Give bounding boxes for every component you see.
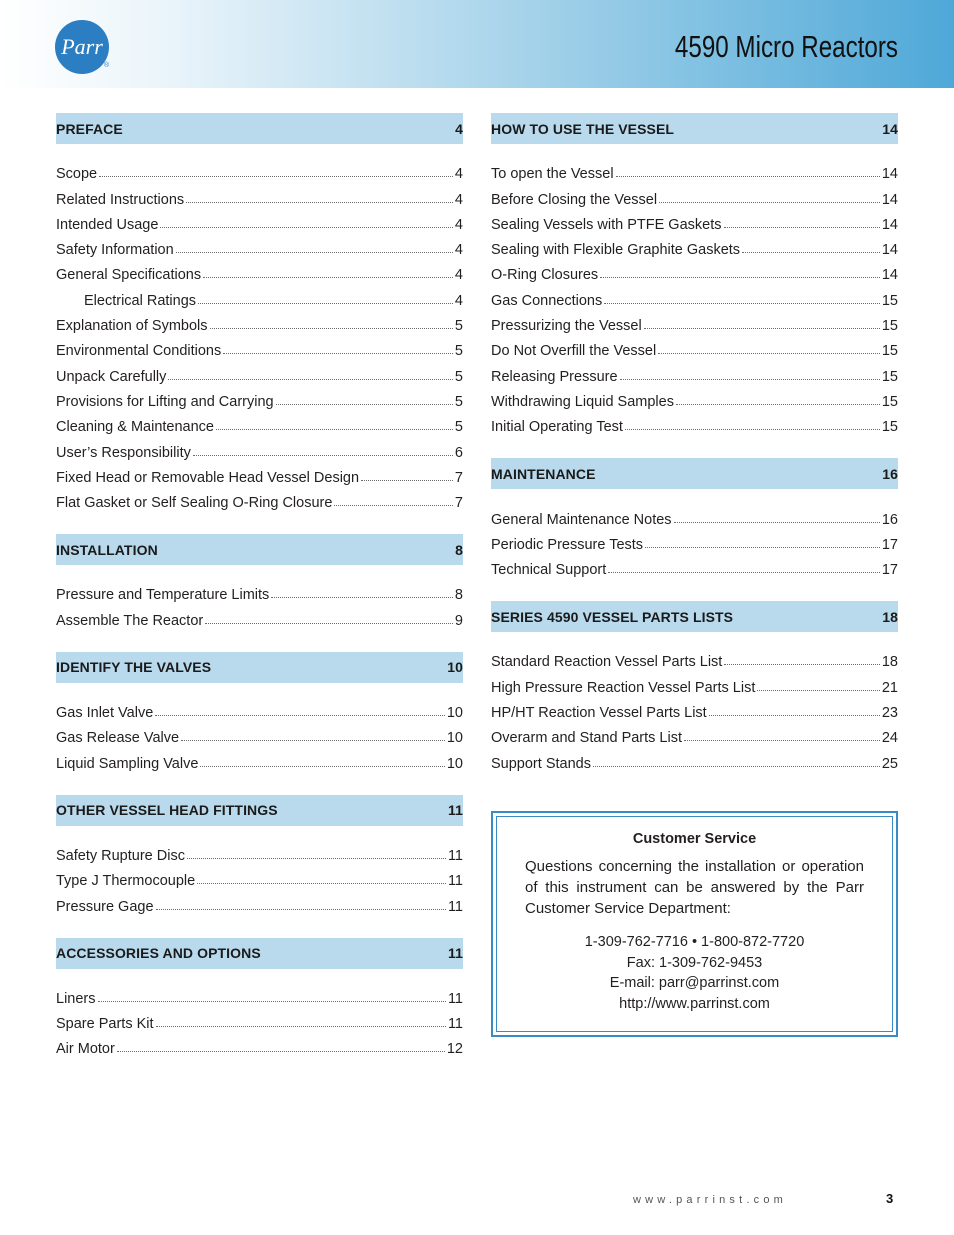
document-title: 4590 Micro Reactors (674, 29, 898, 64)
toc-entry-label: Fixed Head or Removable Head Vessel Design (56, 469, 360, 486)
toc-entry-page: 17 (881, 562, 898, 579)
toc-entry[interactable] (56, 233, 463, 258)
dot-leader (644, 327, 880, 329)
dot-leader (155, 714, 445, 716)
toc-section-header[interactable] (56, 534, 463, 565)
toc-entry-page: 15 (881, 393, 898, 410)
toc-entry[interactable] (56, 435, 463, 460)
section-page-number: 14 (882, 120, 898, 137)
toc-entry-page: 11 (447, 898, 463, 915)
toc-section-header[interactable] (56, 938, 463, 969)
toc-entry[interactable] (491, 233, 898, 258)
toc-entry-label: Releasing Pressure (491, 368, 618, 385)
toc-entry-label: Unpack Carefully (56, 368, 167, 385)
section-page-number: 8 (455, 541, 463, 558)
customer-service-phones: 1-309-762-7716 • 1-800-872-7720 (584, 934, 805, 950)
toc-entry-page: 8 (454, 587, 463, 604)
toc-entry[interactable] (56, 359, 463, 384)
dot-leader (600, 276, 880, 278)
toc-section-header[interactable] (491, 113, 898, 144)
dot-leader (757, 689, 880, 691)
toc-entries (491, 144, 898, 435)
toc-entry-page: 18 (881, 654, 898, 671)
toc-entry-page: 11 (447, 990, 463, 1007)
toc-entry[interactable] (491, 502, 898, 527)
toc-entry-page: 4 (454, 292, 463, 309)
toc-entry-page: 15 (881, 419, 898, 436)
toc-entry-label: Air Motor (56, 1041, 115, 1058)
toc-section (491, 458, 898, 578)
toc-section-header[interactable] (491, 458, 898, 489)
dot-leader (197, 882, 446, 884)
dot-leader (334, 504, 453, 506)
toc-entry-label: Provisions for Lifting and Carrying (56, 393, 274, 410)
dot-leader (205, 622, 453, 624)
dot-leader (271, 596, 453, 598)
dot-leader (203, 276, 453, 278)
toc-entry-label: To open the Vessel (491, 166, 614, 183)
toc-section-header[interactable] (56, 113, 463, 144)
customer-service-fax: Fax: 1-309-762-9453 (626, 954, 763, 971)
section-page-number: 10 (447, 659, 463, 676)
toc-entry-label: Assemble The Reactor (56, 612, 204, 629)
toc-entry[interactable] (491, 359, 898, 384)
dot-leader (659, 201, 880, 203)
toc-entry-label: General Specifications (56, 267, 202, 284)
toc-entry-label: Electrical Ratings (84, 292, 197, 309)
dot-leader (658, 352, 880, 354)
toc-entry-page: 12 (446, 1041, 463, 1058)
toc-entries (491, 489, 898, 578)
toc-entry-page: 15 (881, 318, 898, 335)
toc-entry-label: Standard Reaction Vessel Parts List (491, 654, 723, 671)
toc-entry-label: Pressure Gage (56, 898, 154, 915)
toc-entries (56, 144, 463, 511)
toc-entry-page: 7 (454, 495, 463, 512)
dot-leader (625, 428, 880, 430)
toc-entry-page: 23 (881, 705, 898, 722)
dot-leader (604, 302, 880, 304)
toc-entry-label: Explanation of Symbols (56, 318, 208, 335)
toc-entries (56, 969, 463, 1058)
section-page-number: 16 (882, 465, 898, 482)
toc-entry[interactable] (56, 208, 463, 233)
toc-entry[interactable] (56, 410, 463, 435)
logo-text: Parr (61, 34, 103, 59)
toc-entry-label: Cleaning & Maintenance (56, 419, 214, 436)
toc-entry-label: Scope (56, 166, 98, 183)
toc-section (56, 534, 463, 629)
customer-service-website[interactable]: http://www.parrinst.com (619, 995, 770, 1012)
toc-section-header[interactable] (56, 795, 463, 826)
toc-entry[interactable] (491, 721, 898, 746)
toc-entry-page: 6 (454, 444, 463, 461)
toc-entry[interactable] (56, 721, 463, 746)
toc-entry-label: Type J Thermocouple (56, 873, 196, 890)
toc-entry[interactable] (56, 258, 463, 283)
toc-entry-page: 4 (454, 267, 463, 284)
toc-entry-page: 14 (881, 166, 898, 183)
toc-entry-page: 15 (881, 343, 898, 360)
dot-leader (674, 521, 880, 523)
toc-right-column (491, 113, 898, 795)
toc-entry-page: 5 (454, 343, 463, 360)
toc-entry[interactable] (491, 410, 898, 435)
toc-entries (56, 565, 463, 629)
toc-entry[interactable] (491, 696, 898, 721)
section-title: MAINTENANCE (491, 465, 596, 482)
dot-leader (223, 352, 453, 354)
dot-leader (160, 226, 453, 228)
dot-leader (216, 428, 453, 430)
toc-entry-label: O-Ring Closures (491, 267, 599, 284)
toc-entry-label: Intended Usage (56, 216, 159, 233)
footer-url[interactable]: www.parrinst.com (633, 1194, 787, 1206)
toc-entry-page: 9 (454, 612, 463, 629)
toc-entry-label: Gas Release Valve (56, 730, 180, 747)
toc-entry-label: Withdrawing Liquid Samples (491, 393, 674, 410)
toc-entries (491, 632, 898, 771)
toc-entry[interactable] (56, 486, 463, 511)
customer-service-email[interactable]: E-mail: parr@parrinst.com (609, 975, 780, 991)
toc-entry[interactable] (56, 1007, 463, 1032)
toc-entry-label: Initial Operating Test (491, 419, 623, 436)
dot-leader (724, 663, 880, 665)
toc-entry-label: Support Stands (491, 755, 591, 772)
toc-entry[interactable] (491, 645, 898, 670)
dot-leader (645, 546, 880, 548)
parr-logo (55, 20, 109, 74)
customer-service-inner (496, 816, 893, 1032)
toc-entry-label: Spare Parts Kit (56, 1016, 154, 1033)
toc-entry[interactable] (56, 889, 463, 914)
dot-leader (742, 251, 880, 253)
toc-entry[interactable] (56, 157, 463, 182)
toc-entry-label: Liquid Sampling Valve (56, 755, 199, 772)
toc-entry-label: Sealing with Flexible Graphite Gaskets (491, 242, 741, 259)
toc-entry-page: 5 (454, 419, 463, 436)
section-page-number: 11 (448, 802, 463, 819)
dot-leader (724, 226, 880, 228)
toc-entry-label: Flat Gasket or Self Sealing O-Ring Closure (56, 495, 333, 512)
toc-entry[interactable] (56, 578, 463, 603)
toc-entry[interactable] (491, 553, 898, 578)
dot-leader (117, 1050, 445, 1052)
toc-section (56, 113, 463, 511)
toc-entry[interactable] (491, 208, 898, 233)
dot-leader (156, 1025, 446, 1027)
toc-entries (56, 826, 463, 915)
dot-leader (676, 403, 880, 405)
toc-entry-label: Sealing Vessels with PTFE Gaskets (491, 216, 722, 233)
toc-entry[interactable] (56, 182, 463, 207)
toc-entry-label: Overarm and Stand Parts List (491, 730, 682, 747)
dot-leader (608, 571, 880, 573)
toc-entry-page: 15 (881, 292, 898, 309)
toc-entry[interactable] (56, 1032, 463, 1057)
dot-leader (361, 479, 453, 481)
toc-entry[interactable] (56, 839, 463, 864)
section-title: HOW TO USE THE VESSEL (491, 120, 675, 137)
toc-entry-page: 16 (881, 511, 898, 528)
toc-section-header[interactable] (491, 601, 898, 632)
toc-entry-label: Gas Connections (491, 292, 603, 309)
toc-section (491, 113, 898, 435)
toc-entry-page: 5 (454, 318, 463, 335)
dot-leader (198, 302, 453, 304)
toc-entry-page: 21 (881, 679, 898, 696)
toc-entry-page: 7 (454, 469, 463, 486)
dot-leader (156, 908, 446, 910)
toc-entry-page: 24 (881, 730, 898, 747)
toc-entry-page: 5 (454, 393, 463, 410)
toc-entry[interactable] (56, 334, 463, 359)
toc-entry[interactable] (491, 334, 898, 359)
dot-leader (210, 327, 453, 329)
toc-entry[interactable] (491, 283, 898, 308)
toc-entry[interactable] (56, 283, 463, 308)
footer-page-number: 3 (886, 1191, 894, 1206)
toc-entry-label: User’s Responsibility (56, 444, 191, 461)
toc-section (56, 795, 463, 915)
dot-leader (709, 714, 880, 716)
toc-entry-label: High Pressure Reaction Vessel Parts List (491, 679, 756, 696)
toc-entry-label: Safety Information (56, 242, 174, 259)
section-title: SERIES 4590 VESSEL PARTS LISTS (491, 608, 734, 625)
section-title: INSTALLATION (56, 541, 158, 558)
dot-leader (193, 454, 453, 456)
toc-entry[interactable] (491, 258, 898, 283)
toc-entry-page: 5 (454, 368, 463, 385)
toc-section (56, 938, 463, 1058)
dot-leader (616, 175, 880, 177)
section-title: ACCESSORIES AND OPTIONS (56, 945, 261, 962)
dot-leader (99, 175, 453, 177)
toc-section (491, 601, 898, 771)
toc-entry[interactable] (56, 746, 463, 771)
toc-entry-page: 11 (447, 873, 463, 890)
toc-entry-page: 4 (454, 242, 463, 259)
toc-entry[interactable] (56, 309, 463, 334)
toc-entry-label: Technical Support (491, 562, 607, 579)
toc-entry-page: 10 (446, 705, 463, 722)
toc-entry[interactable] (56, 603, 463, 628)
toc-entry[interactable] (491, 746, 898, 771)
toc-entry-page: 4 (454, 191, 463, 208)
toc-entry-page: 4 (454, 166, 463, 183)
toc-entry-label: Related Instructions (56, 191, 185, 208)
dot-leader (176, 251, 453, 253)
toc-entry[interactable] (491, 182, 898, 207)
toc-entry-label: Periodic Pressure Tests (491, 536, 644, 553)
dot-leader (168, 378, 453, 380)
toc-entry-page: 4 (454, 216, 463, 233)
toc-entry[interactable] (56, 696, 463, 721)
toc-entry[interactable] (491, 157, 898, 182)
section-title: OTHER VESSEL HEAD FITTINGS (56, 802, 278, 819)
toc-entry[interactable] (56, 385, 463, 410)
toc-entry-page: 14 (881, 267, 898, 284)
section-page-number: 18 (882, 608, 898, 625)
toc-entry-page: 15 (881, 368, 898, 385)
logo-registered-mark: ® (104, 62, 110, 69)
toc-entry-page: 11 (447, 1016, 463, 1033)
toc-entry-label: Gas Inlet Valve (56, 705, 154, 722)
toc-entry-page: 25 (881, 755, 898, 772)
dot-leader (620, 378, 880, 380)
toc-entry[interactable] (491, 385, 898, 410)
dot-leader (98, 1000, 446, 1002)
toc-entry-page: 10 (446, 730, 463, 747)
toc-entry-page: 17 (881, 536, 898, 553)
toc-section (56, 652, 463, 772)
toc-entry-label: Before Closing the Vessel (491, 191, 658, 208)
toc-entry[interactable] (56, 461, 463, 486)
toc-entry[interactable] (491, 309, 898, 334)
toc-entry-page: 14 (881, 242, 898, 259)
section-title: IDENTIFY THE VALVES (56, 659, 212, 676)
section-title: PREFACE (56, 120, 123, 137)
toc-entry-page: 10 (446, 755, 463, 772)
dot-leader (187, 857, 446, 859)
toc-entry-label: Safety Rupture Disc (56, 847, 185, 864)
toc-entries (56, 683, 463, 772)
toc-entry-label: Pressurizing the Vessel (491, 318, 642, 335)
toc-entry-label: General Maintenance Notes (491, 511, 672, 528)
toc-entry[interactable] (56, 982, 463, 1007)
dot-leader (684, 739, 880, 741)
toc-entry-label: HP/HT Reaction Vessel Parts List (491, 705, 707, 722)
customer-service-box (491, 811, 898, 1037)
section-page-number: 11 (448, 945, 463, 962)
dot-leader (276, 403, 453, 405)
dot-leader (200, 765, 444, 767)
toc-entry-page: 14 (881, 216, 898, 233)
toc-left-column (56, 113, 463, 1080)
customer-service-title: Customer Service (632, 831, 757, 847)
toc-entry-label: Pressure and Temperature Limits (56, 587, 270, 604)
customer-service-text: Questions concerning the installation or operation of this instrument can be answered by the Parr Customer Service Department: (525, 858, 864, 917)
dot-leader (593, 765, 880, 767)
toc-entry-label: Liners (56, 990, 96, 1007)
dot-leader (181, 739, 445, 741)
toc-entry[interactable] (491, 670, 898, 695)
toc-entry-label: Do Not Overfill the Vessel (491, 343, 657, 360)
toc-entry-page: 11 (447, 847, 463, 864)
toc-entry[interactable] (491, 528, 898, 553)
toc-section-header[interactable] (56, 652, 463, 683)
toc-entry-page: 14 (881, 191, 898, 208)
toc-entry[interactable] (56, 864, 463, 889)
toc-entry-label: Environmental Conditions (56, 343, 222, 360)
dot-leader (186, 201, 453, 203)
section-page-number: 4 (455, 120, 463, 137)
